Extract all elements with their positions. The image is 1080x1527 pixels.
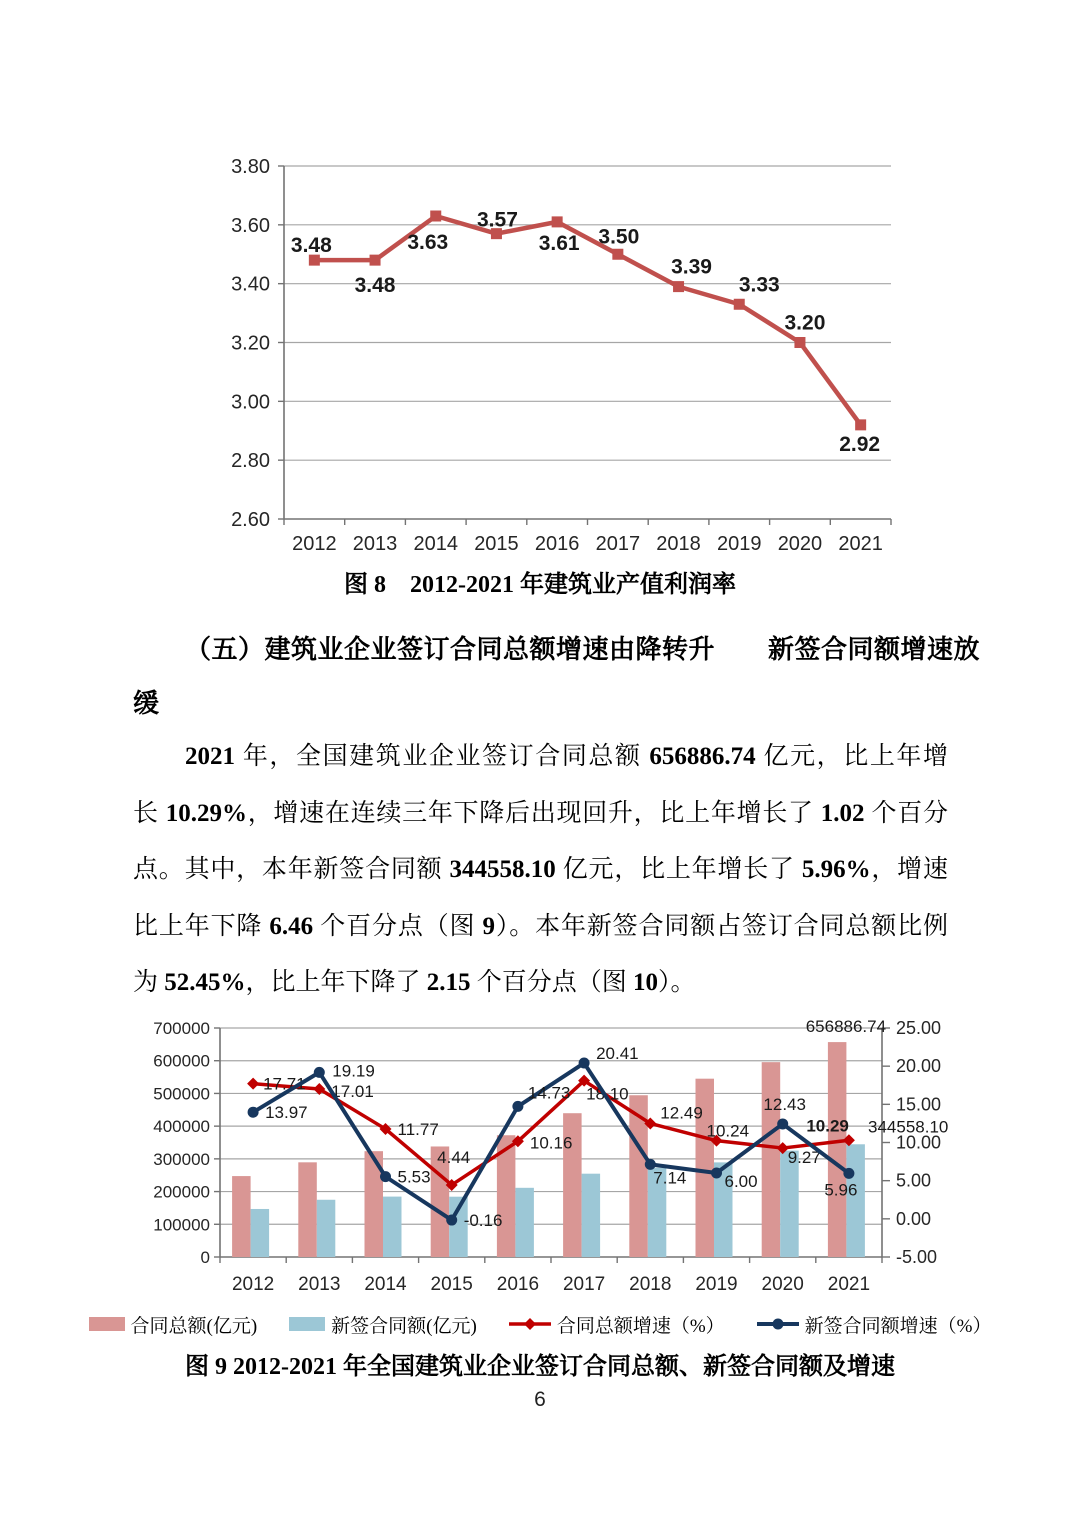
x-axis-year-label: 2012	[292, 533, 337, 555]
growth-data-label: 5.53	[397, 1167, 431, 1187]
legend-item-total-contracts	[89, 1311, 258, 1338]
legend-item-new-growth	[757, 1311, 992, 1338]
circle-marker-icon	[446, 1215, 457, 1226]
paragraph-line: 比上年下降 6.46 个百分点（图 9）。本年新签合同额占签订合同总额比例	[133, 912, 948, 940]
total-contracts-bar	[762, 1062, 781, 1257]
growth-data-label: 7.14	[653, 1168, 687, 1188]
data-label: 3.33	[738, 273, 780, 297]
growth-data-label: 9.27	[787, 1148, 821, 1168]
left-axis-tick-label: 500000	[153, 1084, 210, 1104]
growth-data-label: 17.71	[263, 1074, 306, 1094]
x-axis-year-label: 2019	[717, 533, 762, 555]
x-axis-year-label: 2019	[695, 1274, 738, 1295]
growth-data-label: 10.29	[806, 1116, 849, 1136]
figure8-caption: 图 8 2012-2021 年建筑业产值利润率	[344, 572, 736, 598]
x-axis-year-label: 2016	[534, 533, 580, 555]
x-axis-year-label: 2015	[474, 533, 519, 555]
new-contracts-bar	[515, 1188, 534, 1257]
circle-marker-icon	[579, 1058, 590, 1069]
right-axis-tick-label: 15.00	[896, 1094, 942, 1115]
x-axis-year-label: 2012	[231, 1274, 275, 1295]
y-axis-tick-label: 3.00	[231, 391, 270, 414]
y-axis-tick-label: 2.60	[231, 509, 270, 531]
profit-rate-line-chart	[140, 150, 940, 600]
square-marker-icon	[794, 337, 805, 348]
new-contracts-2021-label: 344558.10	[868, 1117, 949, 1137]
data-label: 3.48	[354, 274, 396, 298]
growth-data-label: 14.73	[527, 1083, 571, 1103]
right-axis-tick-label: 20.00	[896, 1056, 942, 1077]
circle-marker-icon	[777, 1118, 788, 1129]
growth-data-label: 17.01	[331, 1081, 374, 1101]
right-axis-tick-label: 0.00	[896, 1208, 932, 1229]
left-axis-tick-label: 0	[200, 1248, 210, 1267]
circle-marker-icon	[380, 1171, 391, 1182]
new-contracts-bar	[582, 1174, 601, 1257]
legend-label: 合同总额(亿元)	[130, 1315, 258, 1337]
y-axis-tick-label: 3.20	[231, 332, 270, 355]
data-label: 3.48	[290, 234, 332, 258]
section-heading-line1: （五）建筑业企业签订合同总额增速由降转升 新签合同额增速放	[185, 634, 981, 664]
growth-data-label: 6.00	[724, 1172, 758, 1192]
legend-item-new-contracts	[289, 1311, 477, 1338]
section-heading-line2: 缓	[133, 688, 160, 718]
x-axis-year-label: 2021	[827, 1274, 871, 1295]
data-label: 3.20	[784, 311, 826, 335]
growth-data-label: 13.97	[265, 1103, 308, 1123]
circle-marker-icon	[314, 1067, 325, 1078]
x-axis-year-label: 2018	[629, 1274, 672, 1295]
square-marker-icon	[855, 419, 866, 430]
x-axis-year-label: 2018	[656, 533, 701, 555]
circle-marker-icon	[711, 1168, 722, 1179]
paragraph-line: 为 52.45%，比上年下降了 2.15 个百分点（图 10）。	[133, 969, 696, 996]
growth-data-label: 12.49	[660, 1103, 703, 1123]
x-axis-year-label: 2016	[496, 1274, 540, 1295]
square-marker-icon	[734, 299, 745, 310]
diamond-marker-icon	[247, 1078, 259, 1090]
new-contracts-bar	[317, 1200, 336, 1257]
total-contracts-bar	[298, 1162, 317, 1257]
x-axis-year-label: 2014	[413, 533, 458, 555]
x-axis-year-label: 2020	[777, 533, 823, 555]
growth-data-label: 4.44	[437, 1147, 471, 1167]
growth-data-label: 18.10	[586, 1084, 629, 1104]
square-marker-icon	[552, 216, 563, 227]
new-contracts-bar	[383, 1197, 402, 1257]
square-marker-icon	[673, 281, 684, 292]
total-contracts-bar-swatch-icon	[89, 1317, 125, 1331]
growth-data-label: 19.19	[332, 1061, 375, 1081]
legend-label: 新签合同额增速（%）	[804, 1315, 992, 1337]
circle-marker-icon	[512, 1101, 523, 1112]
figure9-caption: 图 9 2012-2021 年全国建筑业企业签订合同总额、新签合同额及增速	[185, 1354, 895, 1380]
growth-data-label: 5.96	[824, 1180, 858, 1200]
new-contracts-bar-swatch-icon	[289, 1317, 325, 1331]
left-axis-tick-label: 100000	[153, 1215, 210, 1235]
right-axis-tick-label: 25.00	[896, 1018, 942, 1038]
paragraph-line: 长 10.29%，增速在连续三年下降后出现回升，比上年增长了 1.02 个百分	[133, 799, 948, 827]
x-axis-year-label: 2017	[595, 533, 641, 555]
legend-label: 新签合同额(亿元)	[331, 1315, 477, 1337]
x-axis-year-label: 2013	[298, 1274, 341, 1295]
total-contracts-bar	[232, 1176, 251, 1257]
new-growth-line-marker-icon	[757, 1317, 799, 1331]
x-axis-year-label: 2017	[562, 1274, 606, 1295]
y-axis-tick-label: 3.60	[231, 214, 270, 237]
y-axis-tick-label: 3.40	[231, 273, 270, 296]
data-label: 3.50	[598, 225, 640, 249]
new-contracts-bar	[251, 1209, 270, 1257]
growth-data-label: 10.16	[529, 1133, 573, 1153]
x-axis-year-label: 2013	[352, 533, 398, 555]
left-axis-tick-label: 200000	[153, 1182, 210, 1202]
legend-label: 合同总额增速（%）	[556, 1315, 725, 1337]
data-label: 3.39	[671, 255, 712, 279]
data-label: 3.61	[538, 231, 580, 255]
figure9-legend	[130, 1310, 992, 1338]
x-axis-year-label: 2014	[364, 1274, 407, 1295]
growth-data-label: 12.43	[763, 1094, 806, 1114]
right-axis-tick-label: -5.00	[896, 1247, 938, 1267]
y-axis-tick-label: 3.80	[231, 156, 270, 178]
growth-data-label: 11.77	[397, 1119, 439, 1139]
circle-marker-icon	[843, 1168, 854, 1179]
square-marker-icon	[612, 249, 623, 260]
legend-item-total-growth	[509, 1311, 725, 1338]
y-axis-tick-label: 2.80	[231, 450, 270, 473]
data-label: 3.63	[407, 231, 449, 255]
data-label: 2.92	[839, 432, 881, 456]
x-axis-year-label: 2021	[838, 533, 883, 555]
profit-rate-line	[314, 216, 860, 425]
left-axis-tick-label: 300000	[153, 1149, 210, 1169]
x-axis-year-label: 2020	[761, 1274, 804, 1295]
left-axis-tick-label: 400000	[153, 1117, 210, 1137]
growth-data-label: 20.41	[596, 1044, 639, 1064]
growth-data-label: 10.24	[706, 1121, 750, 1141]
paragraph-line: 2021 年，全国建筑业企业签订合同总额 656886.74 亿元，比上年增	[185, 743, 948, 770]
right-axis-tick-label: 5.00	[896, 1170, 932, 1191]
page-number: 6	[534, 1388, 546, 1411]
x-axis-year-label: 2015	[430, 1274, 473, 1295]
square-marker-icon	[430, 211, 441, 222]
circle-marker-icon	[248, 1107, 259, 1118]
body-paragraph	[133, 729, 948, 1012]
left-axis-tick-label: 700000	[153, 1019, 210, 1038]
paragraph-line: 点。其中，本年新签合同额 344558.10 亿元，比上年增长了 5.96%，增速	[133, 856, 948, 883]
data-label: 3.57	[477, 208, 518, 232]
total-contracts-2021-label: 656886.74	[805, 1017, 887, 1036]
right-axis-tick-label: 10.00	[896, 1132, 942, 1153]
total-growth-line-marker-icon	[509, 1317, 551, 1331]
square-marker-icon	[370, 255, 381, 266]
new-contracts-bar	[846, 1144, 865, 1257]
growth-data-label: -0.16	[463, 1211, 503, 1231]
contracts-combo-chart	[130, 1005, 980, 1320]
total-contracts-bar	[828, 1042, 847, 1257]
left-axis-tick-label: 600000	[153, 1051, 210, 1071]
